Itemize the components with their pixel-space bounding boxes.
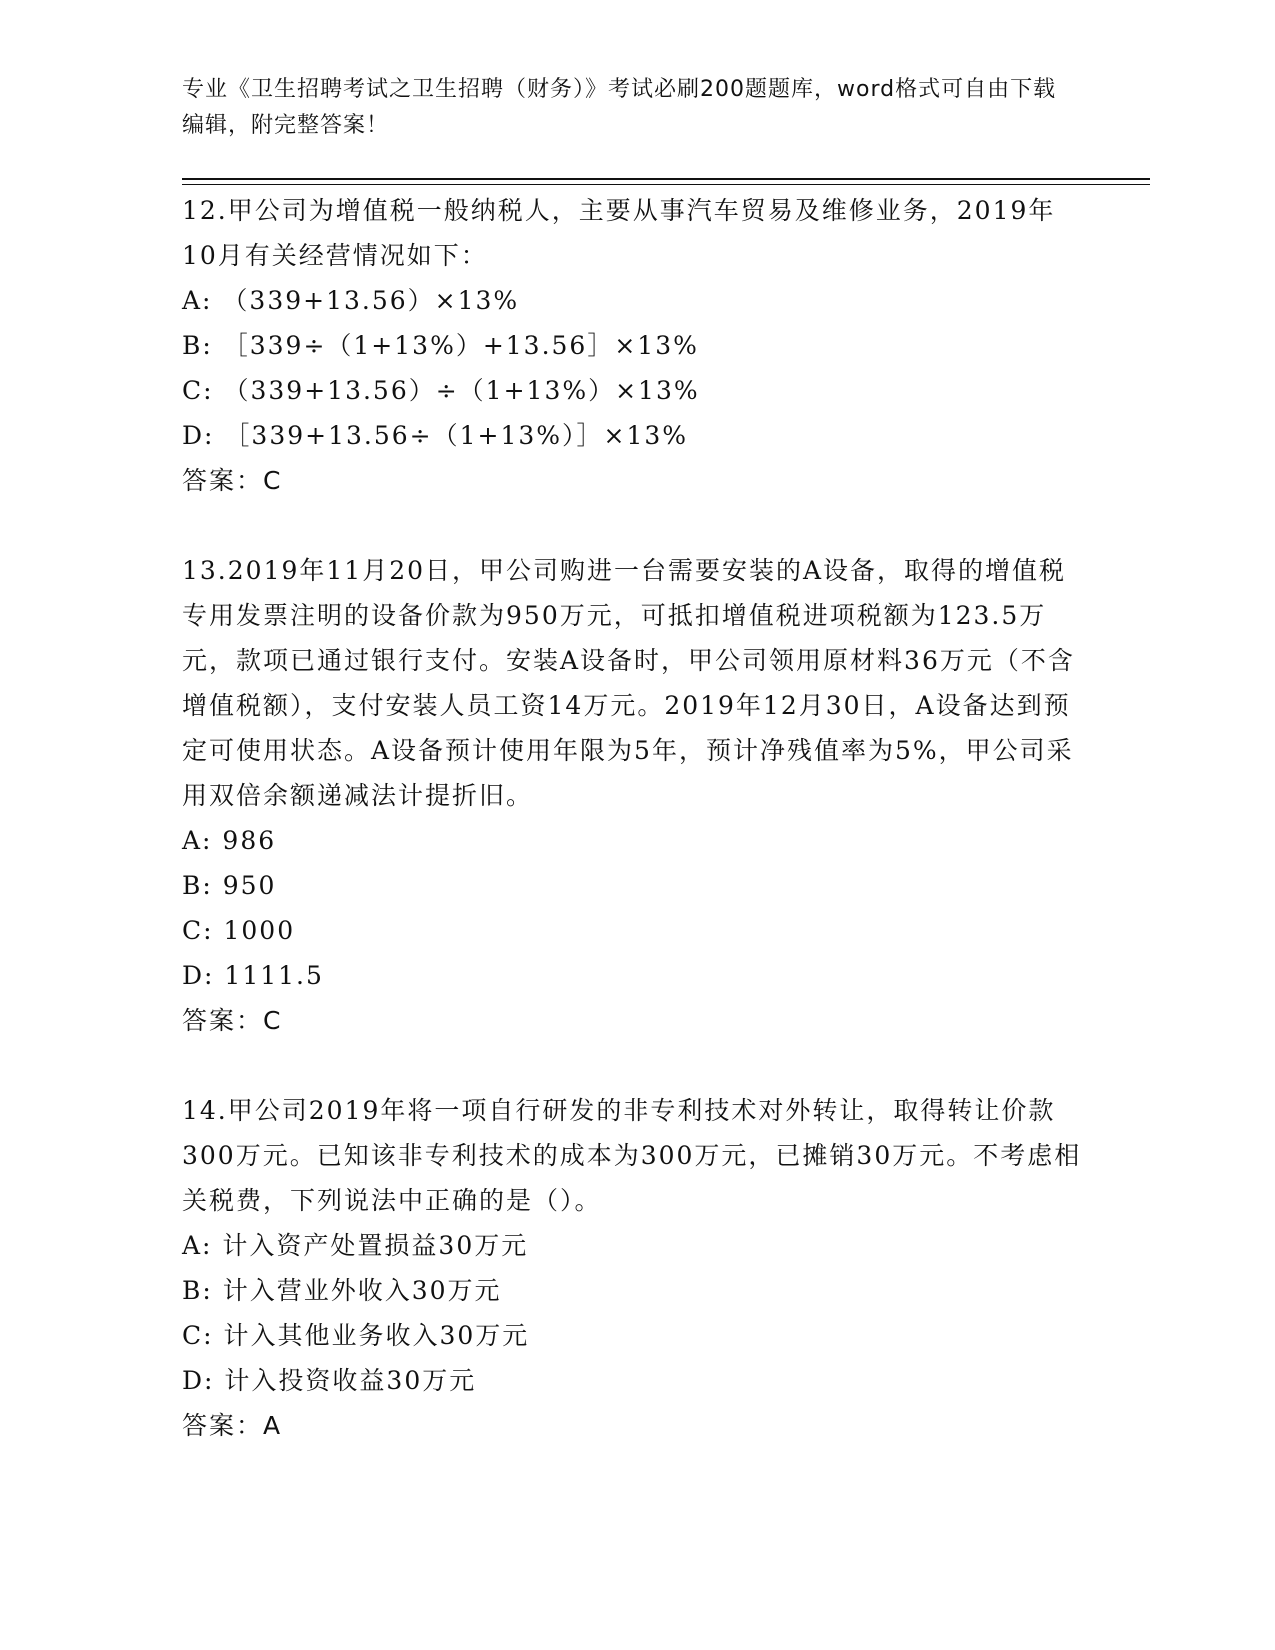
option-d: D: 1111.5 [182,961,324,990]
option-a: A: 计入资产处置损益30万元 [182,1231,529,1260]
answer-line: 答案：A [182,1411,283,1440]
option-d: D: ［339+13.56÷（1+13%）］×13% [182,421,689,450]
header-rule-thick [182,178,1150,180]
question-14 [182,1088,1082,1448]
option-c: C: （339+13.56）÷（1+13%）×13% [182,376,700,405]
question-list [182,188,1082,1493]
option-d: D: 计入投资收益30万元 [182,1366,477,1395]
answer-line: 答案：C [182,1006,283,1035]
answer-line: 答案：C [182,466,283,495]
document-header: 专业《卫生招聘考试之卫生招聘（财务）》考试必刷200题题库，word格式可自由下载编辑，附完整答案！ [182,77,1057,138]
question-12 [182,188,1082,503]
question-text: 12.甲公司为增值税一般纳税人，主要从事汽车贸易及维修业务，2019年10月有关经营情况如下： [182,196,1056,270]
option-b: B: ［339÷（1+13%）+13.56］×13% [182,331,699,360]
option-a: A: 986 [182,826,277,855]
question-13 [182,548,1082,1043]
question-text: 13.2019年11月20日，甲公司购进一台需要安装的A设备，取得的增值税专用发票注明的设备价款为950万元，可抵扣增值税进项税额为123.5万元，款项已通过银行支付。安装A设备时，甲公司领用原材料36万元（不含增值税额），支付安装人员工资14万元。2019年12月30日，A设备达到预定可使用状态。A设备预计使用年限为5年，预计净残值率为5%，甲公司采用双倍余额递减法计提折旧。 [182,556,1075,810]
question-text: 14.甲公司2019年将一项自行研发的非专利技术对外转让，取得转让价款300万元。已知该非专利技术的成本为300万元，已摊销30万元。不考虑相关税费，下列说法中正确的是（）。 [182,1096,1082,1215]
option-c: C: 计入其他业务收入30万元 [182,1321,530,1350]
option-b: B: 950 [182,871,277,900]
option-c: C: 1000 [182,916,296,945]
header-rule-thin [182,184,1150,185]
option-a: A: （339+13.56）×13% [182,286,520,315]
option-b: B: 计入营业外收入30万元 [182,1276,502,1305]
